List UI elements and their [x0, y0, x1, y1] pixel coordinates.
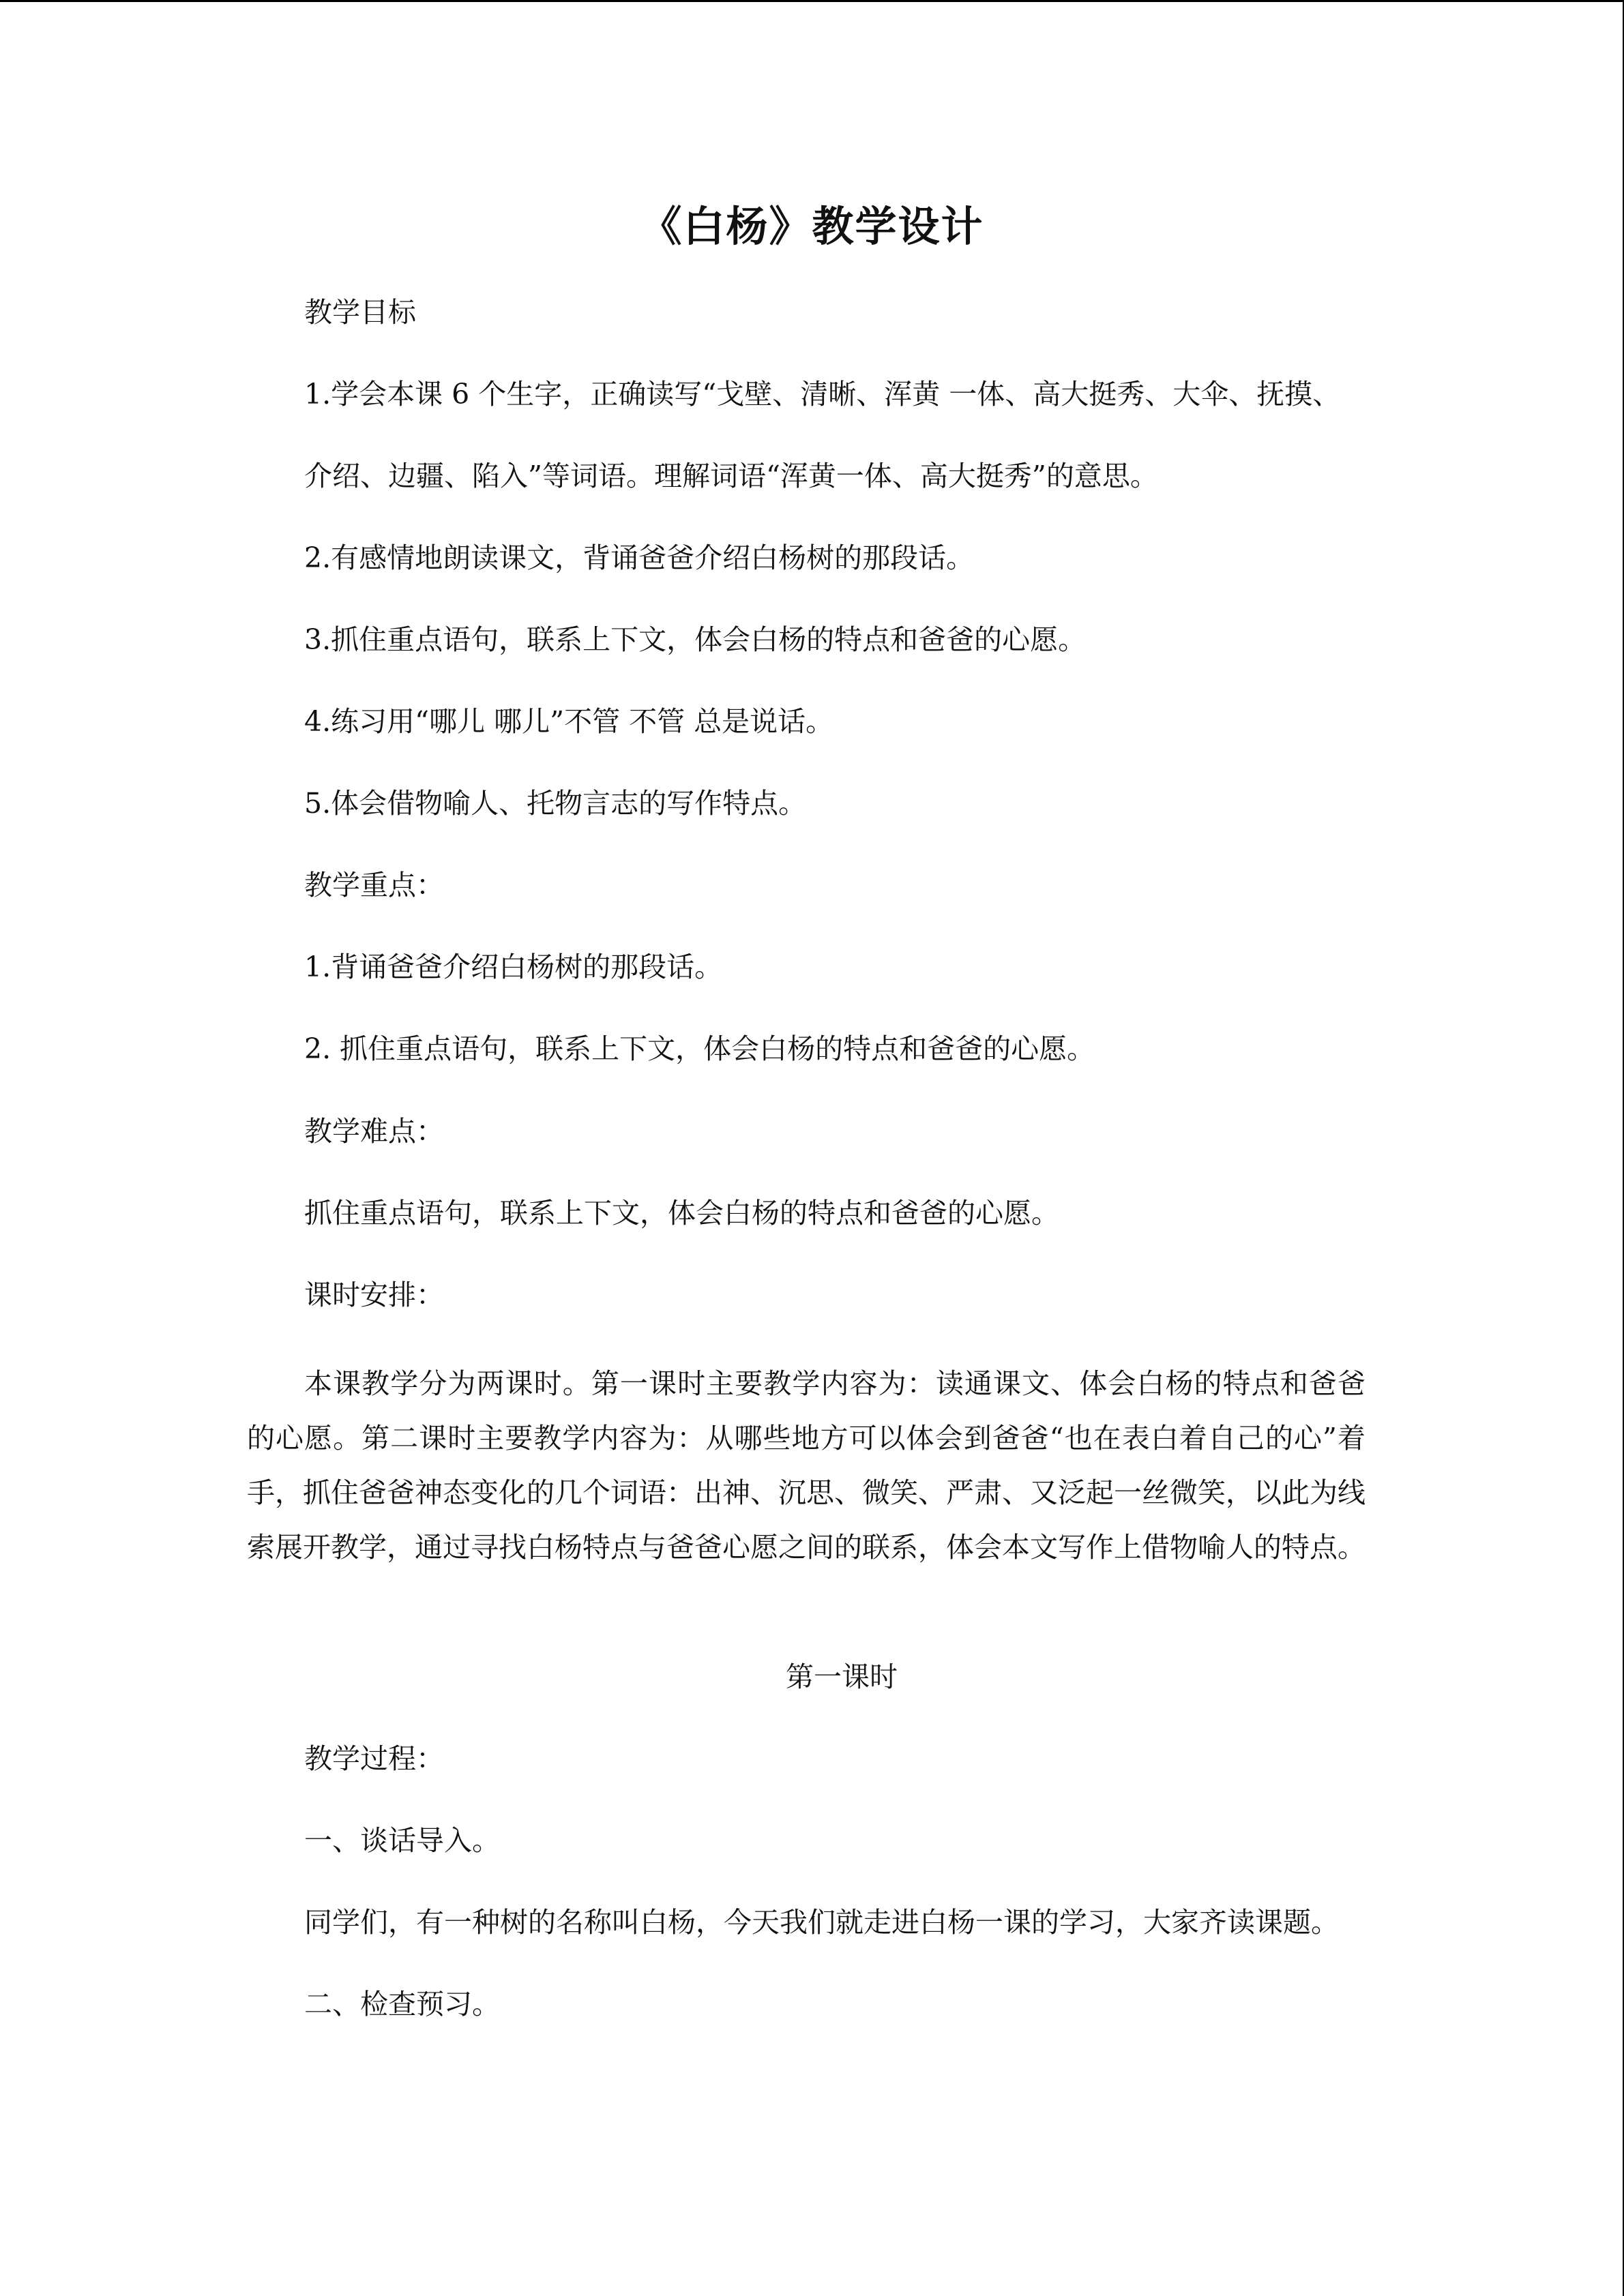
objective-line-2: 介绍、边疆、陷入”等词语。理解词语“浑黄一体、高大挺秀”的意思。 — [304, 460, 1158, 492]
document-title: 《白杨》教学设计 — [640, 203, 984, 251]
objective-line-6: 5.体会借物喻人、托物言志的写作特点。 — [304, 787, 807, 820]
objective-line-4: 3.抓住重点语句，联系上下文，体会白杨的特点和爸爸的心愿。 — [304, 623, 1087, 656]
schedule-heading: 课时安排： — [304, 1279, 444, 1311]
objective-line-5: 4.练习用“哪儿 哪儿”不管 不管 总是说话。 — [304, 705, 834, 738]
objectives-heading: 教学目标 — [304, 296, 416, 329]
key-point-2: 2. 抓住重点语句，联系上下文，体会白杨的特点和爸爸的心愿。 — [304, 1032, 1095, 1065]
difficulty-heading: 教学难点： — [304, 1115, 444, 1148]
lesson-one-heading: 第一课时 — [786, 1660, 898, 1693]
schedule-paragraph: 本课教学分为两课时。第一课时主要教学内容为：读通课文、体会白杨的特点和爸爸的心愿。第二课时主要教学内容为：从哪些地方可以体会到爸爸“也在表白着自己的心”着手，抓住爸爸神态变化的几个词语：出神、沉思、微笑、严肃、又泛起一丝微笑，以此为线索展开教学，通过寻找白杨特点与爸爸心愿之间的联系，体会本文写作上借物喻人的特点。 — [247, 1367, 1365, 1564]
section-two-heading: 二、检查预习。 — [304, 1988, 500, 2021]
objective-line-1: 1.学会本课 6 个生字，正确读写“戈壁、清晰、浑黄 一体、高大挺秀、大伞、抚摸、 — [304, 378, 1341, 411]
difficulty-text: 抓住重点语句，联系上下文，体会白杨的特点和爸爸的心愿。 — [304, 1197, 1059, 1229]
section-one-heading: 一、谈话导入。 — [304, 1824, 500, 1857]
objective-line-3: 2.有感情地朗读课文，背诵爸爸介绍白杨树的那段话。 — [304, 541, 975, 574]
section-one-text: 同学们，有一种树的名称叫白杨，今天我们就走进白杨一课的学习，大家齐读课题。 — [304, 1906, 1339, 1939]
key-point-1: 1.背诵爸爸介绍白杨树的那段话。 — [304, 951, 723, 983]
process-heading: 教学过程： — [304, 1742, 444, 1775]
key-points-heading: 教学重点： — [304, 869, 444, 901]
